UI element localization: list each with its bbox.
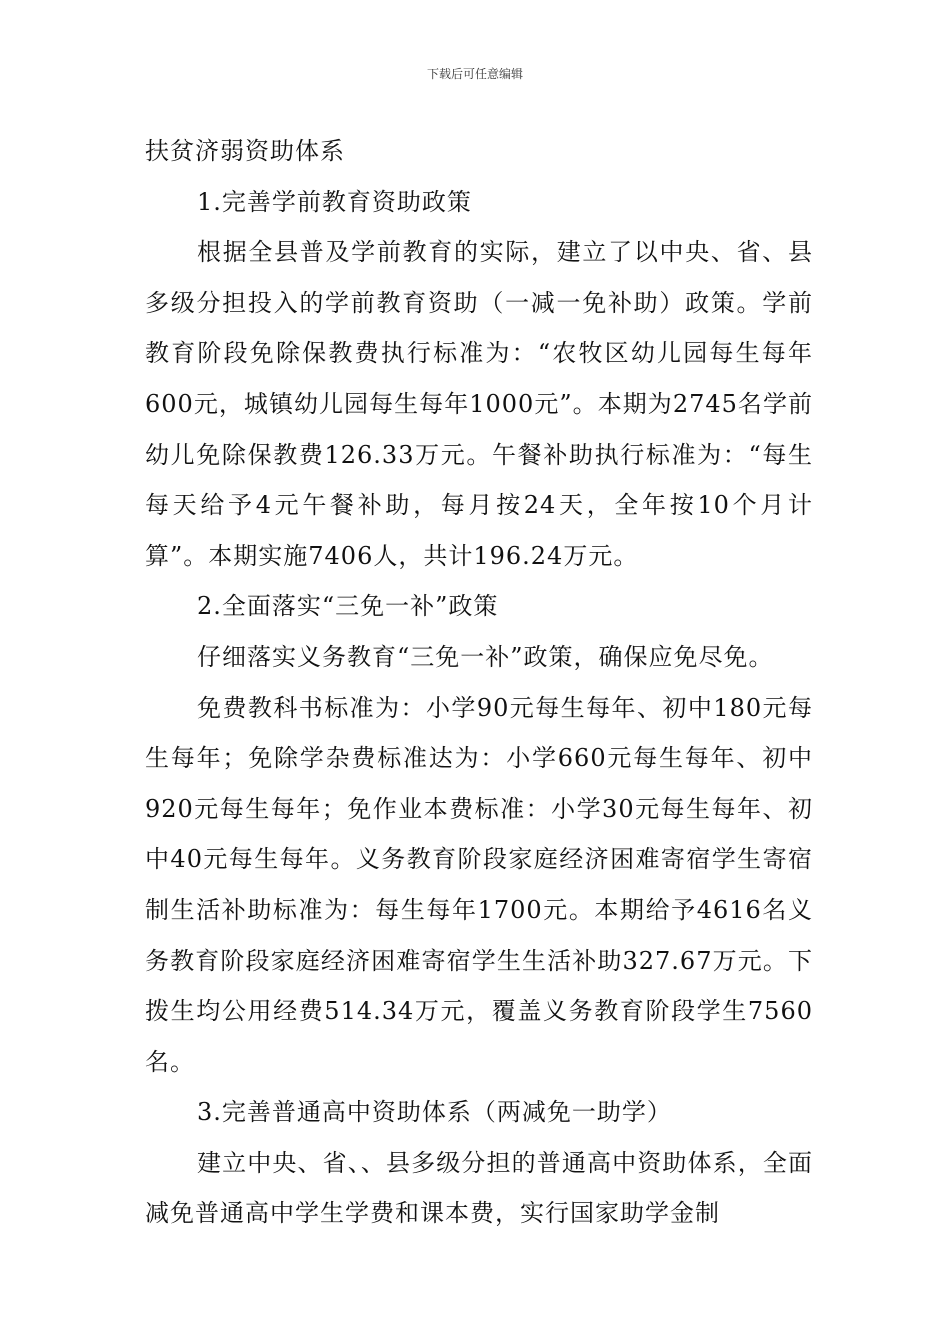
body-paragraph: 根据全县普及学前教育的实际，建立了以中央、省、县多级分担投入的学前教育资助（一减一免补助）政策。学前教育阶段免除保教费执行标准为：“农牧区幼儿园每生每年600元，城镇幼儿园每生每年1000元”。本期为2745名学前幼儿免除保教费126.33万元。午餐补助执行标准为：“每生每天给予4元午餐补助，每月按24天，全年按10个月计算”。本期实施7406人，共计196.24万元。 [145, 238, 813, 570]
body-paragraph: 仔细落实义务教育“三免一补”政策，确保应免尽免。 [197, 642, 774, 671]
body-paragraph: 建立中央、省、、县多级分担的普通高中资助体系，全面减免普通高中学生学费和课本费，实行国家助学金制 [145, 1148, 813, 1228]
subsection-heading-3: 3.完善普通高中资助体系（两减免一助学） [197, 1098, 672, 1127]
section-title: 扶贫济弱资助体系 [145, 137, 345, 165]
body-paragraph: 免费教科书标准为：小学90元每生每年、初中180元每生每年；免除学杂费标准达为：小学660元每生每年、初中920元每生每年；免作业本费标准：小学30元每生每年、初中40元每生每年。义务教育阶段家庭经济困难寄宿学生寄宿制生活补助标准为：每生每年1700元。本期给予4616名义务教育阶段家庭经济困难寄宿学生生活补助327.67万元。下拨生均公用经费514.34万元，覆盖义务教育阶段学生7560名。 [145, 693, 813, 1076]
document-body [145, 126, 813, 1239]
subsection-heading-2: 2.全面落实“三免一补”政策 [197, 592, 499, 621]
subsection-heading-1: 1.完善学前教育资助政策 [197, 187, 472, 216]
page-header: 下载后可任意编辑 [426, 67, 523, 81]
